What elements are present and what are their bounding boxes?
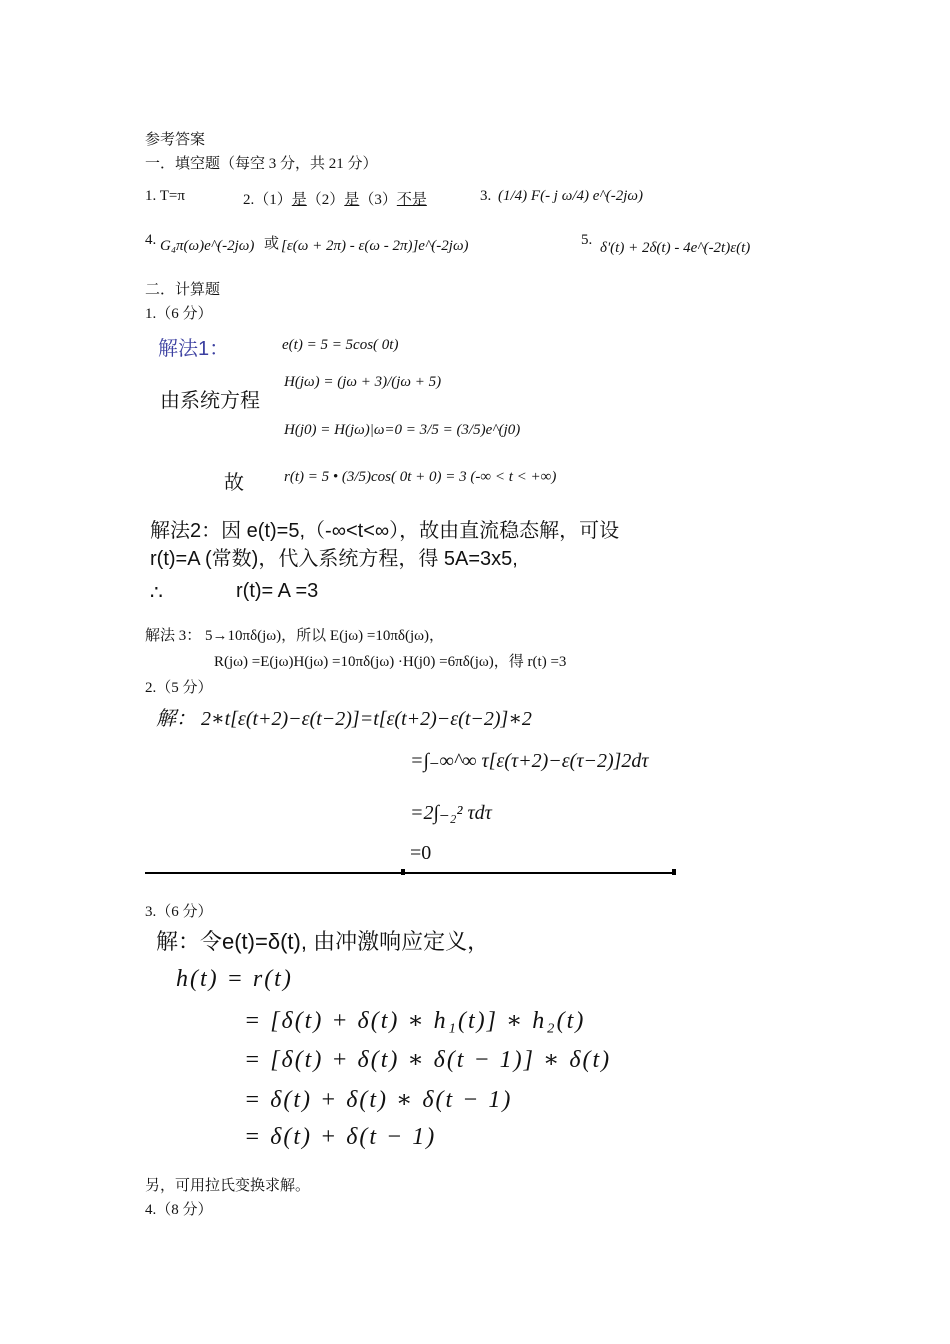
- method3-line1: 解法 3： 5→10πδ(jω)，所以 E(jω) =10πδ(jω)，: [145, 628, 444, 644]
- method2-line2: r(t)=A (常数)，代入系统方程，得 5A=3x5,: [150, 548, 518, 570]
- q2-answer-2: 是: [344, 192, 360, 208]
- problem4-label: 4.（8 分）: [145, 1202, 213, 1218]
- method1-eq2: H(jω) = (jω + 3)/(jω + 5): [284, 374, 442, 390]
- answer-title: 参考答案: [145, 132, 206, 148]
- method1-eq3: H(j0) = H(jω)|ω=0 = 3/5 = (3/5)e^(j0): [284, 422, 521, 438]
- method1-system-label: 由系统方程: [160, 390, 260, 412]
- method1-eq1: e(t) = 5 = 5cos( 0t): [282, 337, 399, 353]
- q4-expression-a: G₄π(ω)e^(-2jω): [160, 238, 255, 254]
- method3-line2: R(jω) =E(jω)H(jω) =10πδ(jω) ·H(j0) =6πδ(jω)，得 r(t) =3: [214, 654, 567, 670]
- problem2-line4: =0: [410, 842, 432, 864]
- q4-expression-b: [ε(ω + 2π) - ε(ω - 2π)]e^(-2jω): [281, 238, 469, 254]
- method2-result: r(t)= A =3: [236, 580, 319, 602]
- divider-marker-right: [672, 869, 676, 875]
- method2-therefore-symbol: ∴: [150, 582, 163, 604]
- problem1-label: 1.（6 分）: [145, 306, 213, 322]
- problem3-line3: = [δ(t) + δ(t) ∗ δ(t − 1)] ∗ δ(t): [244, 1047, 612, 1073]
- method1-title: 解法1：: [158, 338, 230, 360]
- divider-marker-center: [401, 869, 405, 875]
- method2-line1: 解法2：因 e(t)=5,（-∞<t<∞），故由直流稳态解，可设: [150, 520, 620, 542]
- problem3-line4: = δ(t) + δ(t) ∗ δ(t − 1): [244, 1087, 513, 1113]
- q3-label: 3.: [480, 188, 492, 204]
- q4-or: 或: [264, 236, 280, 252]
- q5-expression: δ'(t) + 2δ(t) - 4e^(-2t)ε(t): [600, 240, 751, 256]
- divider-rule: [145, 872, 675, 874]
- method1-therefore: 故: [224, 472, 244, 494]
- section1-heading: 一．填空题（每空 3 分，共 21 分）: [145, 156, 378, 172]
- q2-answer-1: 是: [291, 192, 307, 208]
- q5-label: 5.: [581, 232, 593, 248]
- problem3-line2: = [δ(t) + δ(t) ∗ h₁(t)] ∗ h₂(t): [244, 1008, 586, 1034]
- problem3-line1: h(t) = r(t): [176, 966, 293, 992]
- q4-label: 4.: [145, 232, 157, 248]
- problem3-intro: 解：令e(t)=δ(t), 由冲激响应定义，: [156, 929, 490, 954]
- problem3-label: 3.（6 分）: [145, 904, 213, 920]
- problem3-note: 另，可用拉氏变换求解。: [145, 1178, 311, 1194]
- problem2-line3: =2∫₋₂² τdτ: [410, 802, 492, 824]
- problem2-label: 2.（5 分）: [145, 680, 213, 696]
- q2-answer: 2.（1）是（2）是（3）不是: [243, 192, 427, 208]
- method1-eq4: r(t) = 5 • (3/5)cos( 0t + 0) = 3 (-∞ < t < +∞): [284, 469, 557, 485]
- section2-heading: 二．计算题: [145, 282, 221, 298]
- q1-answer: 1. T=π: [145, 188, 185, 204]
- q3-expression: (1/4) F(- j ω/4) e^(-2jω): [498, 188, 643, 204]
- problem3-line5: = δ(t) + δ(t − 1): [244, 1124, 437, 1150]
- q2-answer-3: 不是: [396, 192, 427, 208]
- problem2-line2: =∫₋∞^∞ τ[ε(τ+2)−ε(τ−2)]2dτ: [410, 750, 649, 772]
- problem2-line1: 解： 2∗t[ε(t+2)−ε(t−2)]=t[ε(t+2)−ε(t−2)]∗2: [156, 708, 532, 730]
